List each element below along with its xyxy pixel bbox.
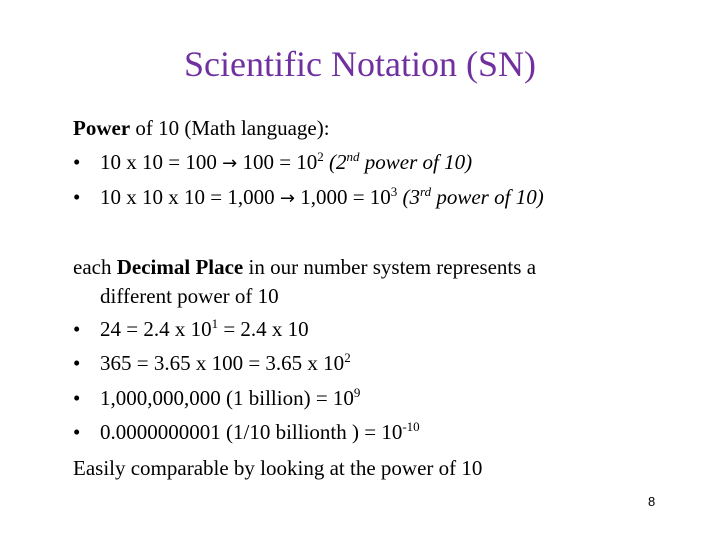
intro-bullet-2 bbox=[73, 184, 544, 212]
decimal-line-2: different power of 10 bbox=[100, 284, 279, 308]
decimal-item1-a: 24 = 2.4 x 10 bbox=[100, 317, 212, 341]
decimal-item-4 bbox=[73, 419, 420, 445]
bullet1-note-pre: (2 bbox=[323, 150, 347, 174]
bullet2-note bbox=[397, 185, 543, 209]
decimal-item2-a-exp: 2 bbox=[344, 350, 351, 365]
intro-heading bbox=[73, 115, 330, 141]
decimal-item3-a: 1,000,000,000 (1 billion) = 10 bbox=[100, 386, 354, 410]
bullet-icon: • bbox=[73, 420, 81, 444]
decimal-item4-a-exp: -10 bbox=[402, 419, 420, 434]
decimal-item4-a: 0.0000000001 (1/10 billionth ) = 10 bbox=[100, 420, 403, 444]
right-arrow-icon: → bbox=[279, 188, 295, 209]
slide-title: Scientific Notation (SN) bbox=[184, 44, 536, 84]
bullet1-expr: 10 x 10 = 100 bbox=[100, 150, 223, 174]
bullet-icon: • bbox=[73, 386, 81, 410]
bullet-icon: • bbox=[73, 185, 81, 209]
bullet-icon: • bbox=[73, 317, 81, 341]
bullet2-note-sup: rd bbox=[420, 184, 432, 199]
bullet1-result: 100 = 10 bbox=[237, 150, 318, 174]
decimal-item-3 bbox=[73, 385, 360, 411]
intro-heading-bold: Power bbox=[73, 116, 131, 140]
bullet2-expr: 10 x 10 x 10 = 1,000 bbox=[100, 185, 280, 209]
bullet2-result: 1,000 = 10 bbox=[294, 185, 391, 209]
bullet2-note-pre: (3 bbox=[397, 185, 421, 209]
bullet1-note bbox=[324, 150, 472, 174]
bullet2-exp: 3 bbox=[390, 184, 398, 199]
bullet2-note-post: power of 10) bbox=[431, 185, 544, 209]
right-arrow-icon: → bbox=[222, 153, 238, 174]
bullet1-note-sup: nd bbox=[346, 149, 360, 164]
intro-bullet-1 bbox=[73, 149, 472, 177]
bullet-icon: • bbox=[73, 150, 81, 174]
bullet-icon: • bbox=[73, 351, 81, 375]
decimal-item1-b: = 2.4 x 10 bbox=[218, 317, 309, 341]
decimal-line1-post: in our number system represents a bbox=[243, 255, 537, 279]
decimal-item2-a: 365 = 3.65 x 100 = 3.65 x 10 bbox=[100, 351, 345, 375]
page-number: 8 bbox=[648, 494, 656, 509]
decimal-line1-pre: each bbox=[73, 255, 117, 279]
decimal-item3-a-exp: 9 bbox=[353, 385, 361, 400]
bullet1-note-post: power of 10) bbox=[359, 150, 473, 174]
decimal-line-1 bbox=[73, 254, 536, 280]
intro-heading-rest: of 10 (Math language): bbox=[130, 116, 330, 140]
decimal-line1-bold: Decimal Place bbox=[116, 255, 244, 279]
closing-line: Easily comparable by looking at the power of 10 bbox=[73, 456, 483, 480]
decimal-item-1 bbox=[73, 316, 309, 342]
bullet1-exp: 2 bbox=[317, 149, 324, 164]
decimal-item-2 bbox=[73, 350, 351, 376]
decimal-item1-a-exp: 1 bbox=[211, 316, 219, 331]
